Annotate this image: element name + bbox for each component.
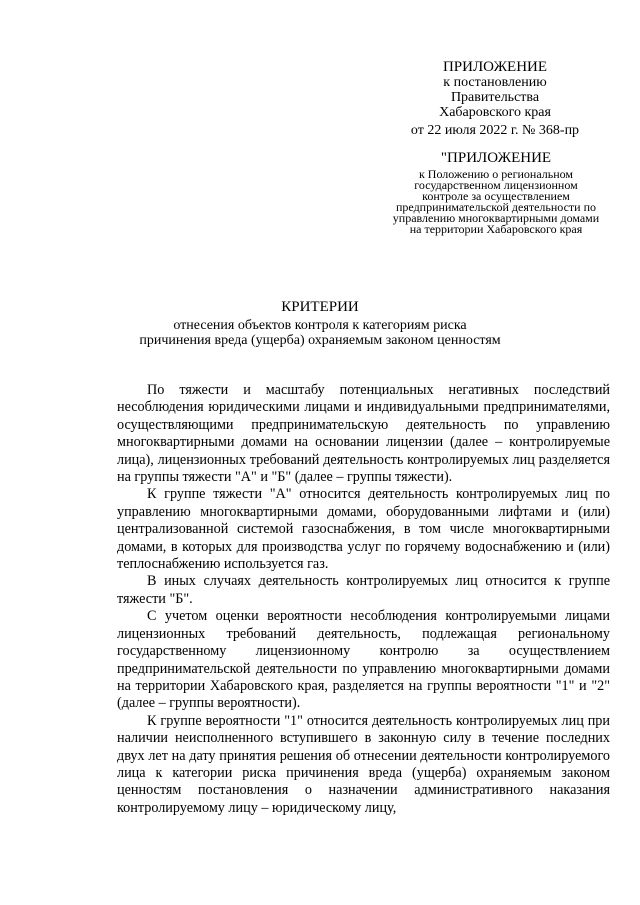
appendix-title: ПРИЛОЖЕНИЕ — [442, 59, 548, 75]
appendix-line: Хабаровского края — [439, 105, 551, 120]
inner-appendix-line: на территории Хабаровского края — [409, 222, 583, 236]
inner-appendix-title: "ПРИЛОЖЕНИЕ — [440, 150, 552, 166]
appendix-block — [370, 60, 620, 138]
document-title: КРИТЕРИИ — [281, 299, 359, 315]
inner-appendix-line: контроле за осуществлением — [422, 189, 570, 203]
inner-appendix-line: управлению многоквартирными домами — [392, 211, 600, 225]
appendix-resolution-date: от 22 июля 2022 г. № 368-пр — [410, 123, 580, 138]
paragraph: С учетом оценки вероятности несоблюдения контролируемыми лицами лицензионных требований деятельность, подлежащая региональному государственному лицензионному контролю за осуществлением предпринимательской деятельности по управлению многоквартирными домами на территории Хабаровского края, разделяется на группы вероятности "1" и "2" (далее – группы вероятности). — [117, 608, 610, 712]
subtitle-line: причинения вреда (ущерба) охраняемым законом ценностям — [139, 333, 501, 348]
paragraph: В иных случаях деятельность контролируемых лиц относится к группе тяжести "Б". — [117, 573, 610, 607]
document-body — [117, 382, 610, 817]
inner-appendix-line: предпринимательской деятельности по — [395, 200, 597, 214]
appendix-line: к постановлению — [443, 75, 547, 90]
document-subtitle — [0, 318, 640, 348]
inner-appendix-line: государственном лицензионном — [414, 178, 578, 192]
paragraph: К группе вероятности "1" относится деятельность контролируемых лиц при наличии неисполненного вступившего в законную силу в течение последних двух лет на дату принятия решения об отнесении деятельности контролируемого лица к категории риска причинения вреда (ущерба) охраняемым законом ценностям постановления о назначении административного наказания контролируемому лицу – юридическому лицу, — [117, 712, 610, 816]
subtitle-line: отнесения объектов контроля к категориям риска — [173, 318, 467, 333]
appendix-line: Правительства — [450, 90, 540, 105]
paragraph: По тяжести и масштабу потенциальных негативных последствий несоблюдения юридическими лицами и индивидуальными предпринимателями, осуществляющими предпринимательскую деятельность по управлению многоквартирными домами на основании лицензии (далее – контролируемые лица), лицензионных требований деятельность контролируемых лиц разделяется на группы тяжести "А" и "Б" (далее – группы тяжести). — [117, 382, 610, 486]
inner-appendix-line: к Положению о региональном — [418, 167, 574, 181]
paragraph: К группе тяжести "А" относится деятельность контролируемых лиц по управлению многоквартирными домами, оборудованными лифтами и (или) централизованной системой газоснабжения, в том числе многоквартирными домами, в которых для производства услуг по горячему водоснабжению и (или) теплоснабжению используется газ. — [117, 486, 610, 573]
inner-appendix-block — [372, 150, 620, 235]
